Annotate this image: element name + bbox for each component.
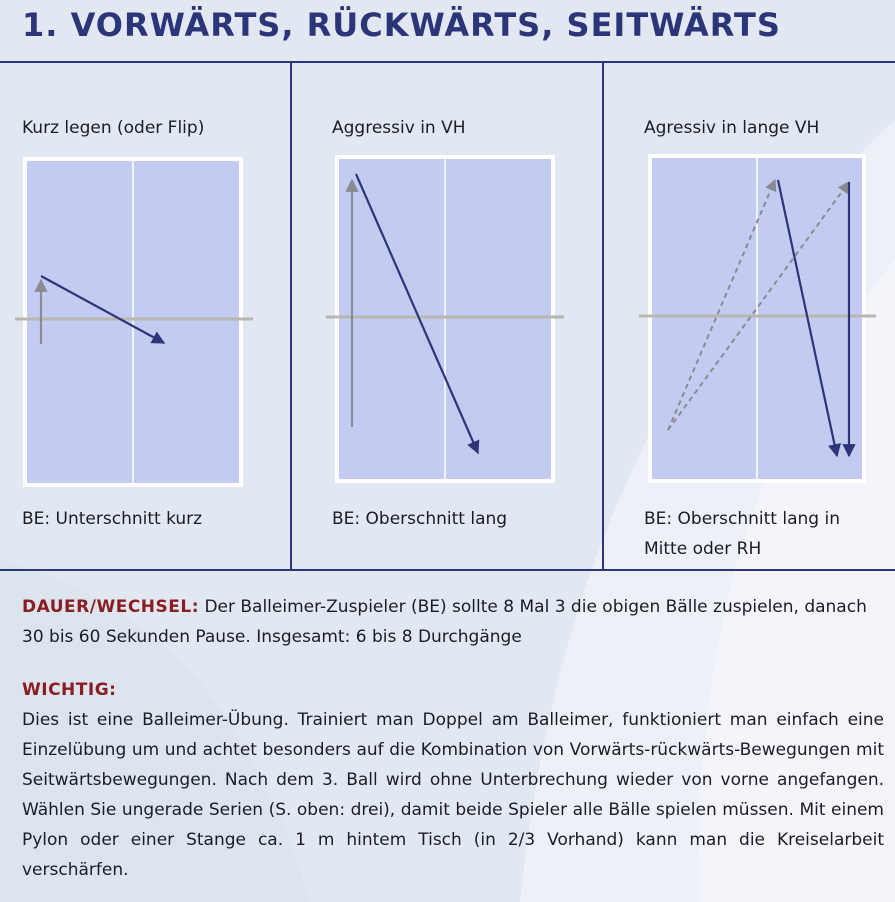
wichtig-heading: WICHTIG:	[22, 680, 117, 700]
page-title: 1. VORWÄRTS, RÜCKWÄRTS, SEITWÄRTS	[22, 6, 781, 44]
wichtig-text: Dies ist eine Balleimer-Übung. Trainiert man Doppel am Balleimer, funktioniert man einfach eine Einzelübung um und achtet besonders auf die Kombination von Vorwärts-rückwärts-Bewegungen mit Seitwärtsbewegungen. Nach dem 3. Ball wird ohne Unterbrechung wieder von vorne angefangen. Wählen Sie ungerade Serien (S. oben: drei), damit beide Spieler alle Bälle spielen müssen. Mit einem Pylon oder einer Stange ca. 1 m hintem Tisch (in 2/3 Vorhand) kann man die Kreiselarbeit verschärfen.	[22, 710, 884, 880]
dauer-heading: DAUER/WECHSEL:	[22, 597, 200, 617]
table-diagram	[292, 62, 602, 570]
table-diagram	[604, 62, 895, 570]
diagram-caption: BE: Unterschnitt kurz	[22, 509, 203, 529]
diagram-agressiv-lange-vh	[604, 62, 895, 570]
diagram-caption: BE: Oberschnitt lang in Mitte oder RH	[644, 509, 840, 559]
dauer-text: Der Balleimer-Zuspieler (BE) sollte 8 Mal 3 die obigen Bälle zuspielen, danach 30 bis 60 Sekunden Pause. Insgesamt: 6 bis 8 Durchgänge	[22, 597, 867, 647]
diagram-kurz-legen	[0, 62, 290, 570]
diagram-caption: BE: Oberschnitt lang	[332, 509, 508, 529]
wichtig-section	[22, 675, 884, 885]
dauer-section	[22, 592, 884, 652]
table-diagram	[0, 62, 290, 570]
diagram-title: Kurz legen (oder Flip)	[22, 118, 205, 138]
diagram-title: Aggressiv in VH	[332, 118, 466, 138]
diagram-aggressiv-vh	[292, 62, 602, 570]
diagram-title: Agressiv in lange VH	[644, 118, 820, 138]
